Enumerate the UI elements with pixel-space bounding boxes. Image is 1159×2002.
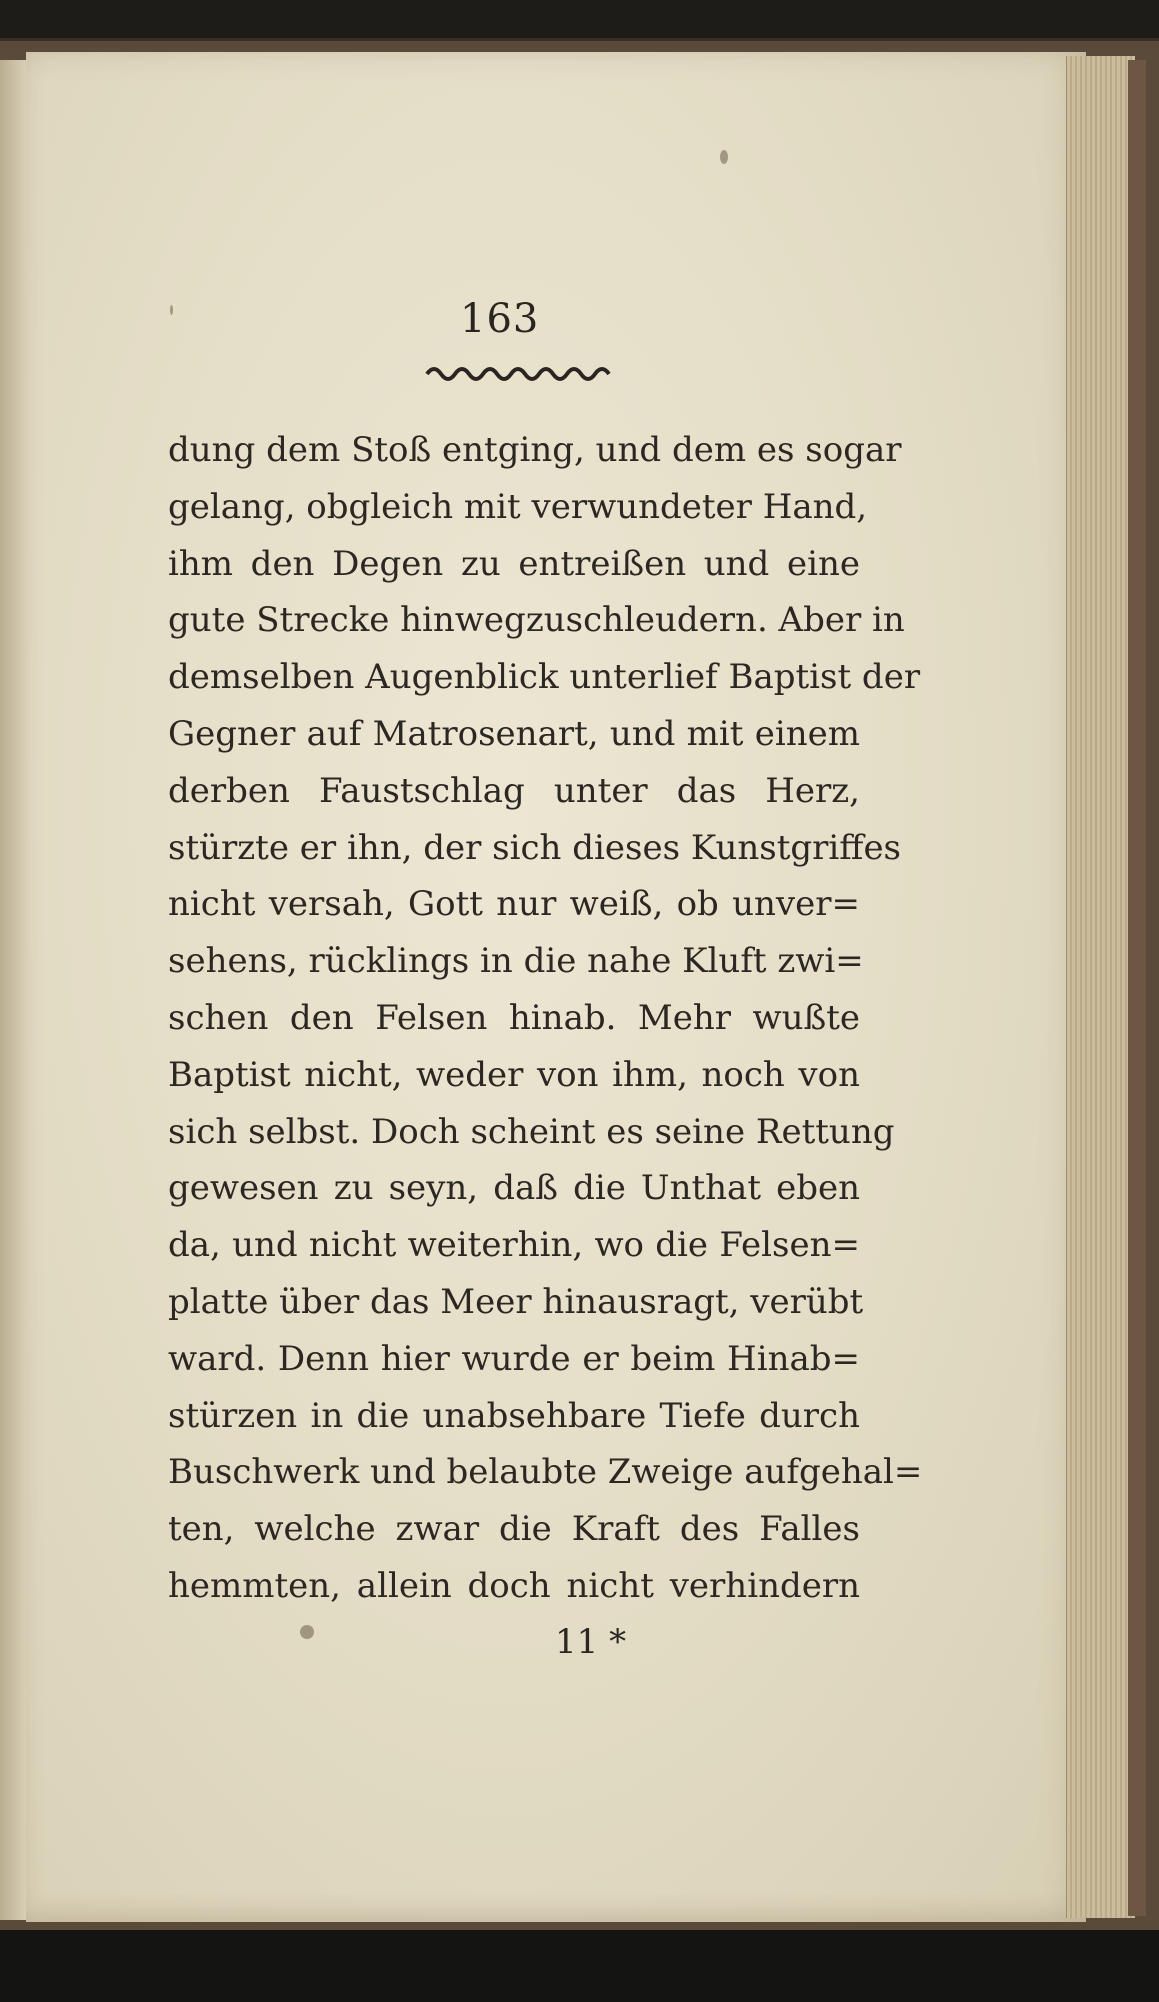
paper-speck bbox=[720, 150, 728, 164]
text-line: Buschwerk und belaubte Zweige aufgehal= bbox=[168, 1452, 923, 1493]
text-line: sich selbst. Doch scheint es seine Rettung bbox=[168, 1111, 895, 1152]
ornament-wavy-rule bbox=[425, 362, 615, 384]
text-line: ward. Denn hier wurde er beim Hinab= bbox=[168, 1338, 860, 1379]
text-line: gute Strecke hinwegzuschleudern. Aber in bbox=[168, 600, 905, 641]
text-line: ten, welche zwar die Kraft des Falles bbox=[168, 1509, 860, 1550]
page-number: 163 bbox=[460, 296, 540, 342]
paper-speck bbox=[300, 1625, 314, 1639]
body-text bbox=[168, 422, 923, 1615]
text-line: stürzen in die unabsehbare Tiefe durch bbox=[168, 1395, 860, 1436]
left-page-edge bbox=[0, 60, 27, 1920]
text-line: dung dem Stoß entging, und dem es sogar bbox=[168, 430, 902, 470]
text-line: derben Faustschlag unter das Herz, bbox=[168, 770, 860, 811]
text-line: schen den Felsen hinab. Mehr wußte bbox=[168, 997, 860, 1038]
text-line: platte über das Meer hinausragt, verübt bbox=[168, 1281, 864, 1322]
text-line: demselben Augenblick unterlief Baptist der bbox=[168, 657, 921, 698]
text-line: nicht versah, Gott nur weiß, ob unver= bbox=[168, 884, 860, 925]
text-line: gelang, obgleich mit verwundeter Hand, bbox=[168, 486, 868, 527]
paper-speck bbox=[170, 305, 173, 315]
text-line: sehens, rücklings in die nahe Kluft zwi= bbox=[168, 941, 864, 982]
text-line: da, und nicht weiterhin, wo die Felsen= bbox=[168, 1225, 860, 1266]
text-line: stürzte er ihn, der sich dieses Kunstgriffes bbox=[168, 827, 902, 868]
text-line: hemmten, allein doch nicht verhindern bbox=[168, 1565, 860, 1606]
page-fore-edge bbox=[1066, 56, 1135, 1918]
text-line: ihm den Degen zu entreißen und eine bbox=[168, 543, 860, 584]
text-line: gewesen zu seyn, daß die Unthat eben bbox=[168, 1168, 860, 1209]
text-line: Baptist nicht, weder von ihm, noch von bbox=[168, 1054, 860, 1095]
background-bottom bbox=[0, 1930, 1159, 2002]
text-line: Gegner auf Matrosenart, und mit einem bbox=[168, 713, 860, 754]
binding-edge bbox=[1128, 60, 1146, 1916]
signature-mark: 11 * bbox=[555, 1622, 627, 1662]
